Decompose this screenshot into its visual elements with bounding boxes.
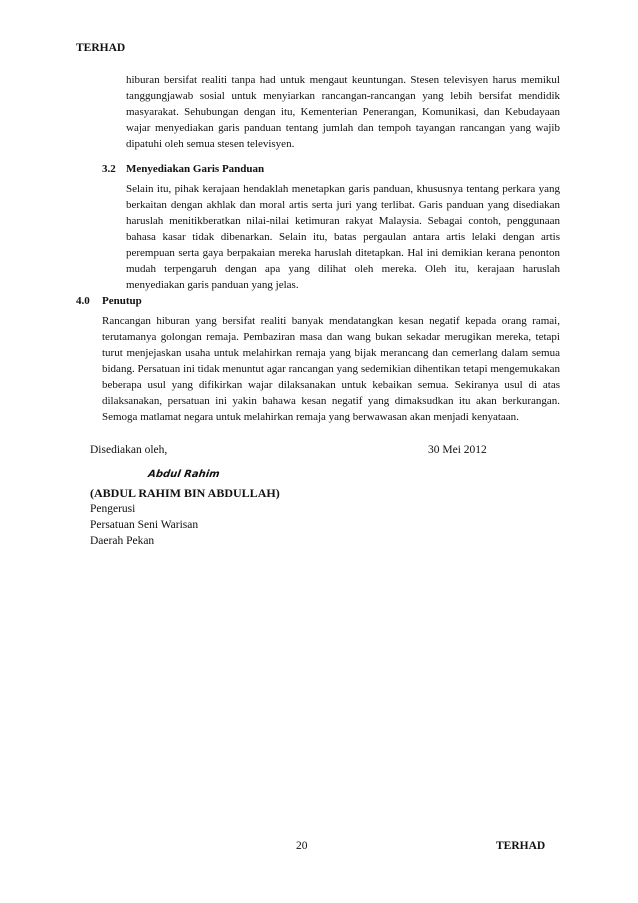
signatory-name: (ABDUL RAHIM BIN ABDULLAH) bbox=[90, 486, 280, 500]
section-4-0-body: Rancangan hiburan yang bersifat realiti banyak mendatangkan kesan negatif kepada orang ramai, terutamanya golongan remaja. Pembaziran masa dan wang bukan sekadar merugikan mereka, tetapi turut menjejaskan usaha untuk melahirkan remaja yang bijak merancang dan cemerlang dalam semua bidang. Persatuan ini tidak menuntut agar rancangan yang sedemikian dihentikan tetapi mengemukakan beberapa usul yang difikirkan wajar dilaksanakan untuk kebaikan semua. Sekiranya usul di atas dilaksanakan, persatuan ini yakin bahawa kesan negatif yang dimaksudkan itu akan berkurangan. Semoga matlamat negara untuk melahirkan remaja yang berwawasan akan menjadi kenyataan. bbox=[102, 315, 560, 423]
signatory-district: Daerah Pekan bbox=[90, 535, 155, 547]
section-3-2-number: 3.2 bbox=[102, 163, 116, 175]
header-classification: TERHAD bbox=[76, 42, 126, 54]
intro-paragraph: hiburan bersifat realiti tanpa had untuk mengaut keuntungan. Stesen televisyen harus memikul tanggungjawab sosial untuk menyiarkan rancangan-rancangan yang lebih bersifat mendidik masyarakat. Sehubungan dengan itu, Kementerian Penerangan, Komunikasi, dan Kebudayaan wajar menyediakan garis panduan tentang jumlah dan tempoh tayangan rancangan yang wajib dipatuhi oleh semua stesen televisyen. bbox=[126, 74, 560, 150]
page-number: 20 bbox=[296, 840, 308, 852]
handwritten-signature: Abdul Rahim bbox=[147, 469, 221, 480]
signatory-organization: Persatuan Seni Warisan bbox=[90, 519, 199, 531]
section-3-2-body: Selain itu, pihak kerajaan hendaklah menetapkan garis panduan, khususnya tentang perkara yang berkaitan dengan akhlak dan moral artis serta juri yang terlibat. Garis panduan yang disediakan haruslah menitikberatkan nilai-nilai ketimuran rakyat Malaysia. Sebagai contoh, penggunaan bahasa kasar tidak dibenarkan. Selain itu, batas pergaulan antara artis lelaki dengan artis perempuan serta gaya berpakaian mereka haruslah ditetapkan. Hal ini demikian kerana penonton mudah terpengaruh dengan apa yang dilihat oleh mereka. Oleh itu, kerajaan haruslah menyediakan garis panduan yang jelas. bbox=[126, 183, 560, 291]
section-4-0-number: 4.0 bbox=[76, 295, 90, 307]
signoff-date: 30 Mei 2012 bbox=[428, 444, 487, 456]
section-4-0-title: Penutup bbox=[102, 295, 142, 307]
prepared-by-label: Disediakan oleh, bbox=[90, 444, 168, 456]
signatory-position: Pengerusi bbox=[90, 503, 136, 515]
section-3-2-title: Menyediakan Garis Panduan bbox=[126, 163, 265, 175]
footer-classification: TERHAD bbox=[496, 840, 546, 852]
